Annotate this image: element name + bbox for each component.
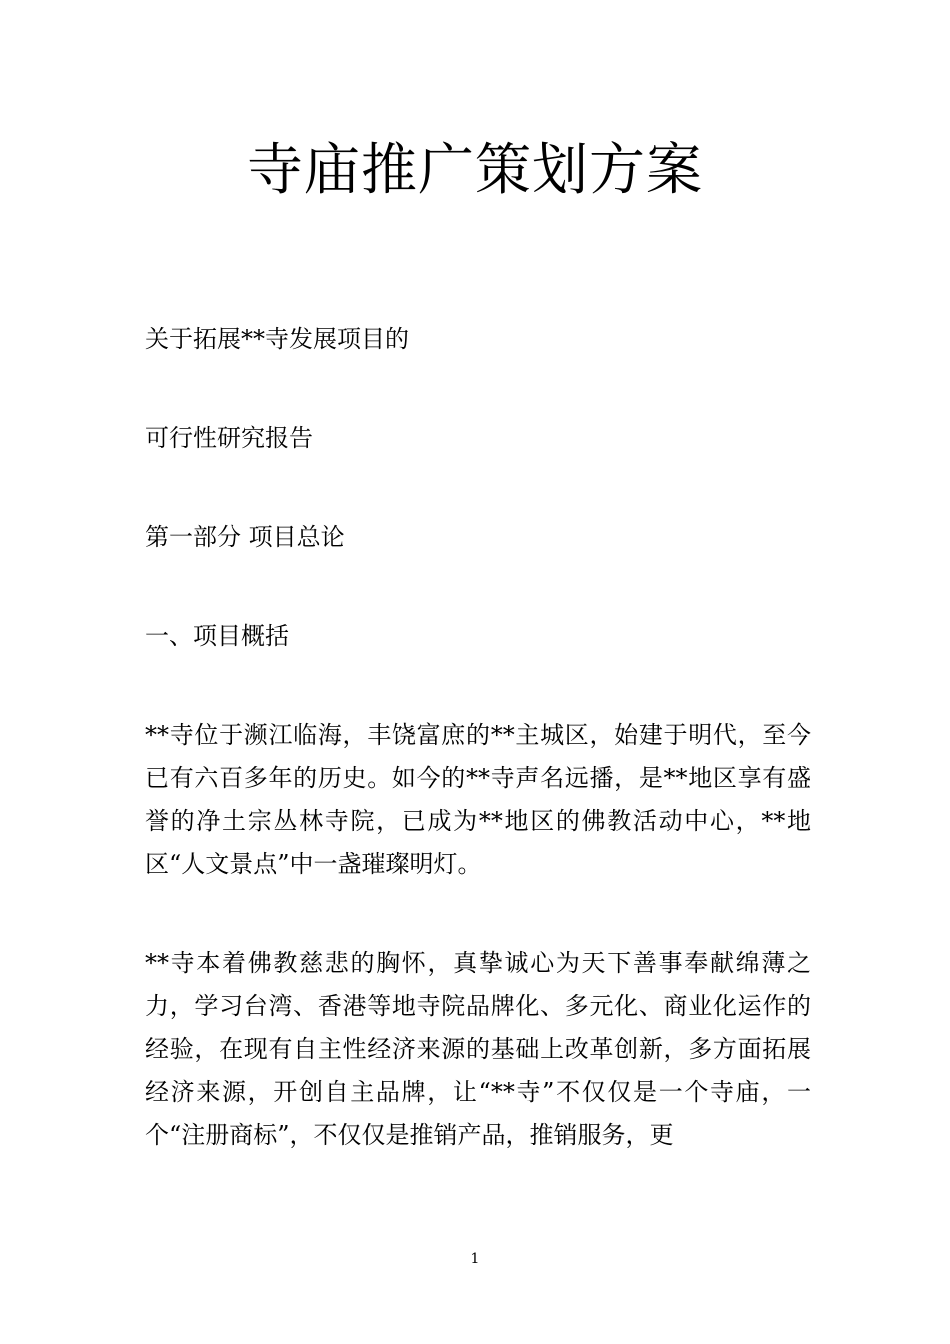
heading-part-one: 第一部分 项目总论 xyxy=(145,523,345,551)
paragraph-temple-development: **寺本着佛教慈悲的胸怀，真挚诚心为天下善事奉献绵薄之力，学习台湾、香港等地寺院品牌化、多元化、商业化运作的经验，在现有自主性经济来源的基础上改革创新，多方面拓展经济来源，开创自主品牌，让“**寺”不仅仅是一个寺庙，一个“注册商标”，不仅仅是推销产品，推销服务，更 xyxy=(145,949,811,1149)
document-title: 寺庙推广策划方案 xyxy=(247,138,703,203)
heading-feasibility-report: 可行性研究报告 xyxy=(145,424,313,452)
page-number: 1 xyxy=(470,1251,480,1267)
document-body xyxy=(145,318,811,1213)
heading-project-overview: 一、项目概括 xyxy=(145,622,289,650)
paragraph-temple-history: **寺位于濒江临海，丰饶富庶的**主城区，始建于明代，至今已有六百多年的历史。如今的**寺声名远播，是**地区享有盛誉的净土宗丛林寺院，已成为**地区的佛教活动中心，**地区“人文景点”中一盏璀璨明灯。 xyxy=(145,721,811,878)
heading-project-about: 关于拓展**寺发展项目的 xyxy=(145,325,409,353)
